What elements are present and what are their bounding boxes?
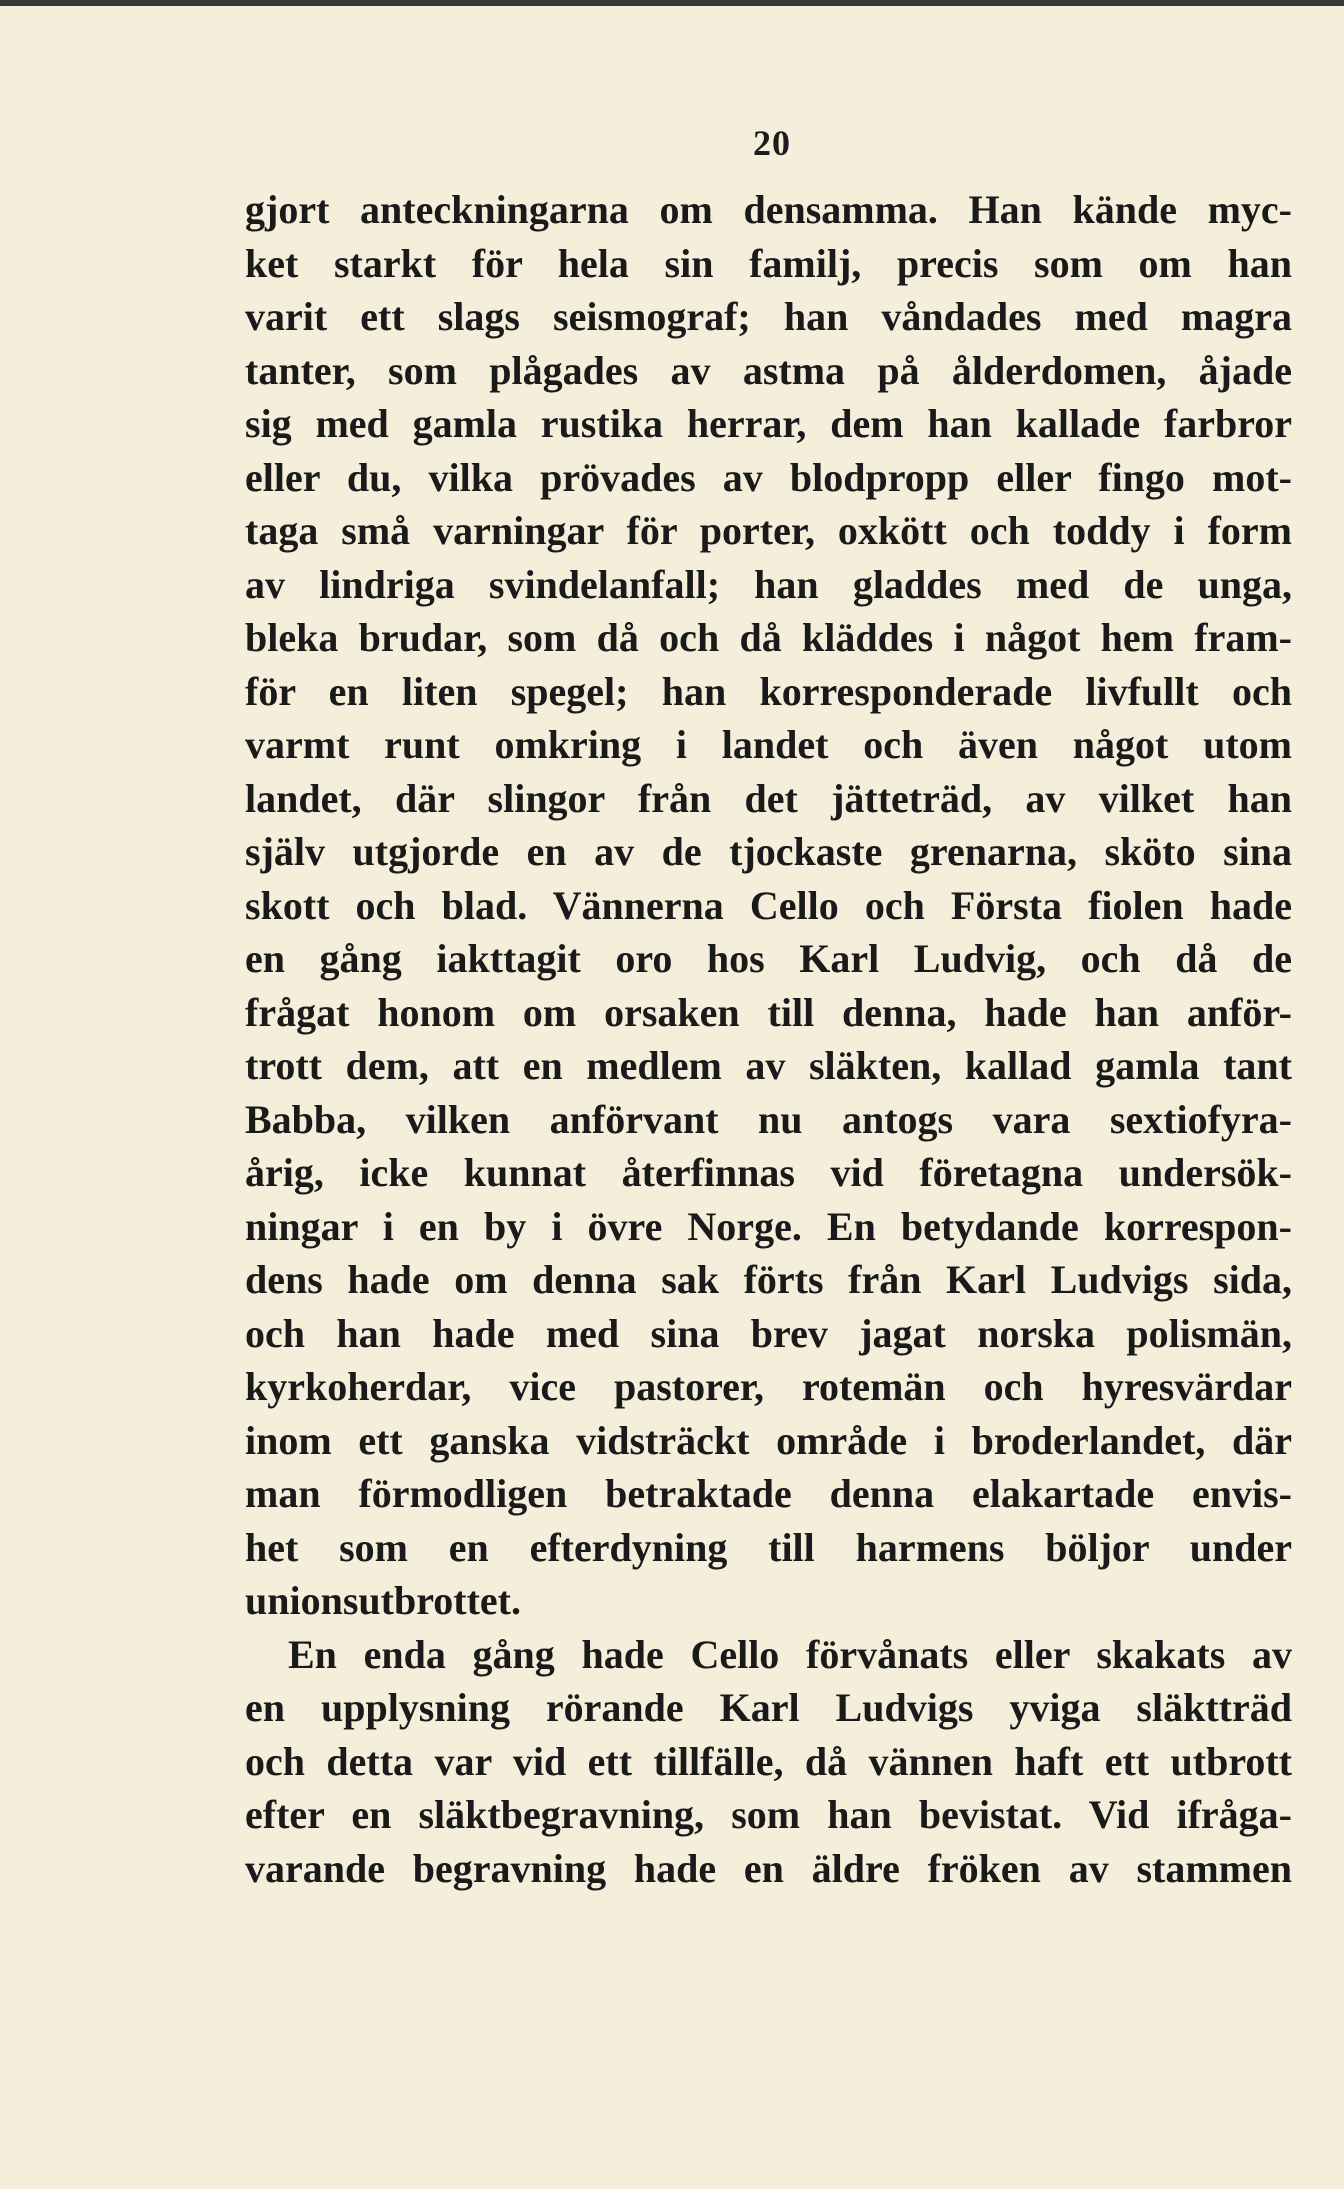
text-line: en upplysning rörande Karl Ludvigs yviga släktträd	[245, 1685, 1292, 1730]
text-line: gjort anteckningarna om densamma. Han kände myc-	[245, 187, 1292, 232]
text-line: eller du, vilka prövades av blodpropp eller fingo mot-	[245, 454, 1292, 500]
text-line: tanter, som plågades av astma på ålderdomen, åjade	[245, 347, 1292, 393]
paragraph-start-line: En enda gång hade Cello förvånats eller skakats av	[288, 1631, 1292, 1677]
text-line: efter en släktbegravning, som han bevistat. Vid ifråga-	[245, 1792, 1292, 1837]
text-line: man förmodligen betraktade denna elakartade envis-	[245, 1471, 1292, 1516]
text-line: varit ett slags seismograf; han våndades med magra	[245, 294, 1292, 339]
text-line: het som en efterdyning till harmens böljor under	[245, 1524, 1292, 1570]
text-line: varmt runt omkring i landet och även något utom	[245, 722, 1292, 767]
text-line: inom ett ganska vidsträckt område i broderlandet, där	[245, 1417, 1292, 1463]
text-line: av lindriga svindelanfall; han gladdes med de unga,	[245, 561, 1292, 607]
text-line: kyrkoherdar, vice pastorer, rotemän och hyresvärdar	[245, 1364, 1292, 1409]
text-line: själv utgjorde en av de tjockaste grenarna, sköto sina	[245, 829, 1292, 874]
text-line: frågat honom om orsaken till denna, hade han anför-	[245, 989, 1292, 1035]
text-line: sig med gamla rustika herrar, dem han kallade farbror	[245, 401, 1292, 446]
text-line: taga små varningar för porter, oxkött och toddy i form	[245, 508, 1292, 553]
text-line: trott dem, att en medlem av släkten, kallad gamla tant	[245, 1043, 1292, 1088]
text-line: Babba, vilken anförvant nu antogs vara sextiofyra-	[245, 1096, 1292, 1142]
text-line: dens hade om denna sak förts från Karl Ludvigs sida,	[245, 1257, 1292, 1302]
text-line: landet, där slingor från det jätteträd, av vilket han	[245, 775, 1292, 821]
text-line: en gång iakttagit oro hos Karl Ludvig, och då de	[245, 936, 1292, 981]
text-line: för en liten spegel; han korresponderade livfullt och	[245, 668, 1292, 714]
text-line: skott och blad. Vännerna Cello och Första fiolen hade	[245, 882, 1292, 928]
text-line: bleka brudar, som då och då kläddes i något hem fram-	[245, 615, 1292, 660]
page-top-edge	[0, 0, 1344, 6]
text-line: och detta var vid ett tillfälle, då vännen haft ett utbrott	[245, 1738, 1292, 1784]
text-line: varande begravning hade en äldre fröken av stammen	[245, 1845, 1292, 1891]
text-line: ket starkt för hela sin familj, precis som om han	[245, 240, 1292, 286]
body-text	[245, 183, 1292, 1895]
page-number: 20	[753, 123, 791, 163]
text-line: årig, icke kunnat återfinnas vid företagna undersök-	[245, 1150, 1292, 1195]
text-line: ningar i en by i övre Norge. En betydande korrespon-	[245, 1203, 1292, 1249]
text-line: och han hade med sina brev jagat norska polismän,	[245, 1310, 1292, 1356]
paragraph-end-line: unionsutbrottet.	[245, 1578, 521, 1623]
